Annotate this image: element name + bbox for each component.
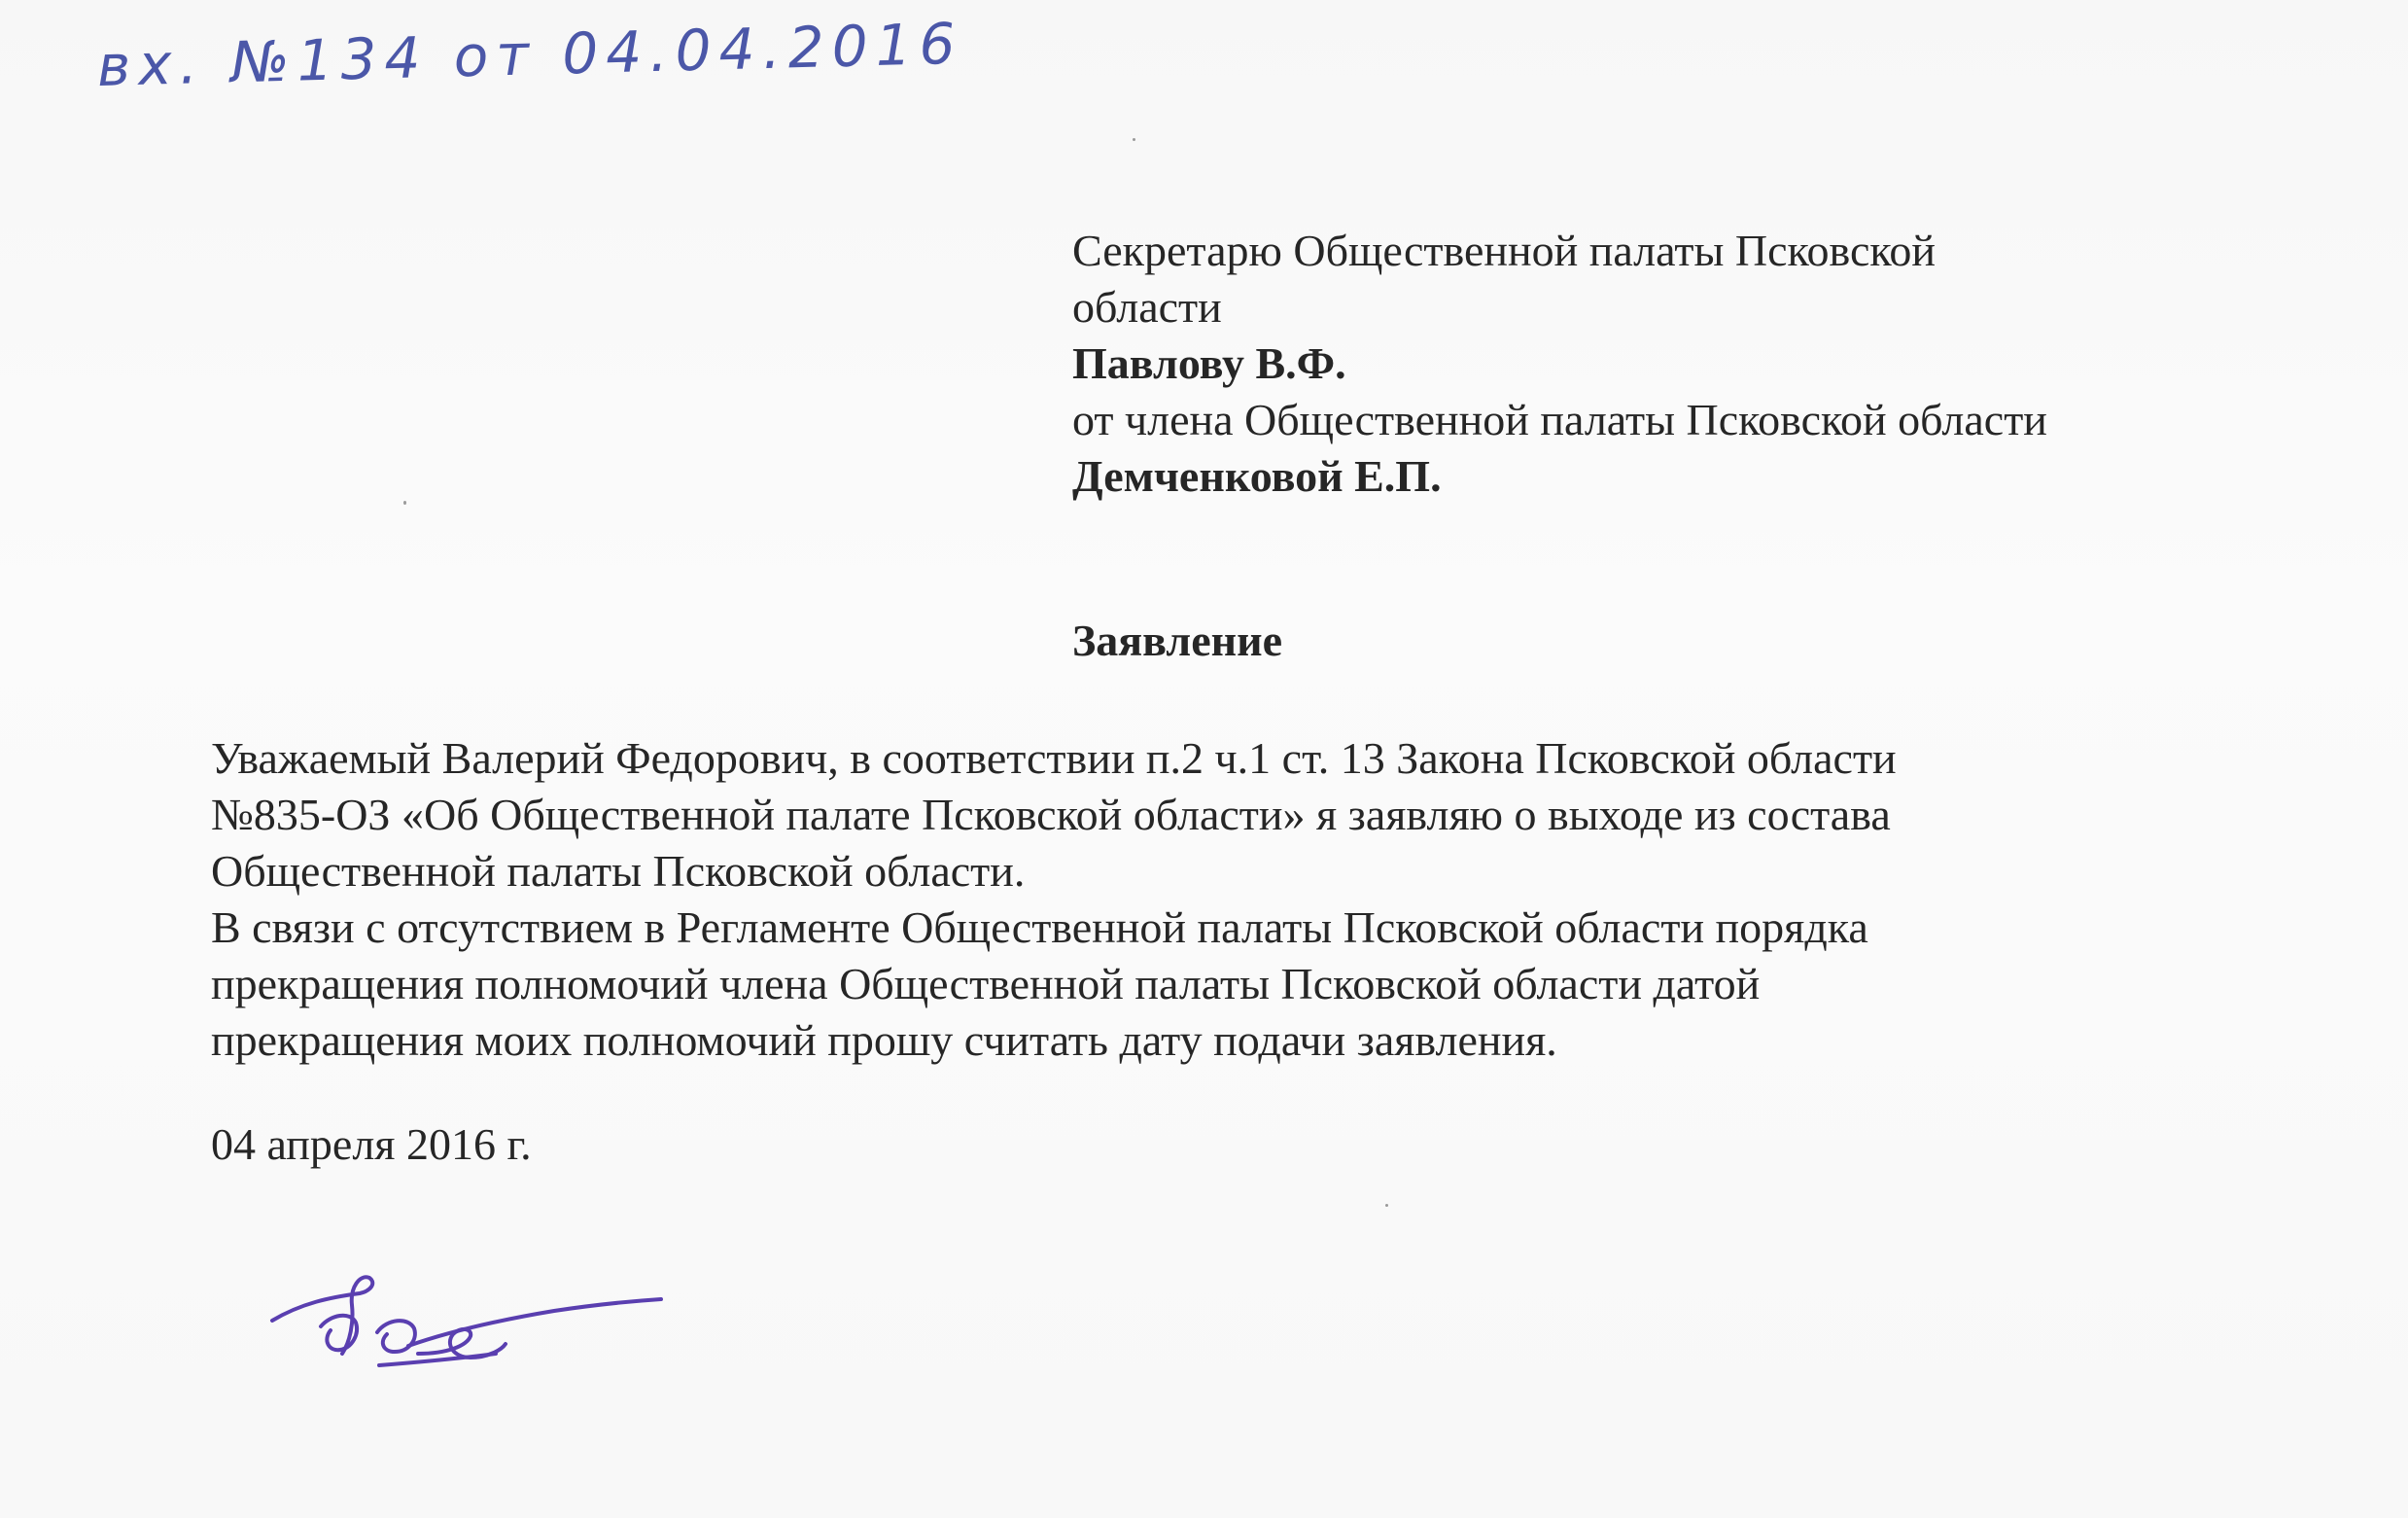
document-date: 04 апреля 2016 г. — [211, 1119, 532, 1169]
paper-speck — [1385, 1204, 1388, 1207]
from-line: от члена Общественной палаты Псковской области — [1072, 395, 2047, 444]
body-line-4: В связи с отсутствием в Регламенте Общественной палаты Псковской области порядка — [211, 902, 1868, 952]
signature — [262, 1264, 671, 1400]
paper-speck — [403, 501, 406, 505]
body-line-2: №835-ОЗ «Об Общественной палате Псковской области» я заявляю о выходе из состава — [211, 790, 1891, 839]
body-line-5: прекращения полномочий члена Общественной палаты Псковской области датой — [211, 959, 1761, 1008]
paper-speck — [1133, 138, 1135, 141]
document-title: Заявление — [1072, 616, 1283, 665]
handwritten-registration-note: вх. №134 от 04.04.2016 — [96, 10, 964, 99]
body-line-6: прекращения моих полномочий прошу считать дату подачи заявления. — [211, 1015, 1557, 1065]
body-line-1: Уважаемый Валерий Федорович, в соответствии п.2 ч.1 ст. 13 Закона Псковской области — [211, 733, 1897, 783]
recipient-name: Павлову В.Ф. — [1072, 338, 1346, 388]
sender-name: Демченковой Е.П. — [1072, 451, 1442, 501]
statement-body — [211, 730, 2350, 1069]
addressee-line-1: Секретарю Общественной палаты Псковской — [1072, 226, 1936, 275]
addressee-block — [1072, 223, 2239, 505]
body-line-3: Общественной палаты Псковской области. — [211, 846, 1026, 896]
addressee-line-2: области — [1072, 282, 1222, 332]
